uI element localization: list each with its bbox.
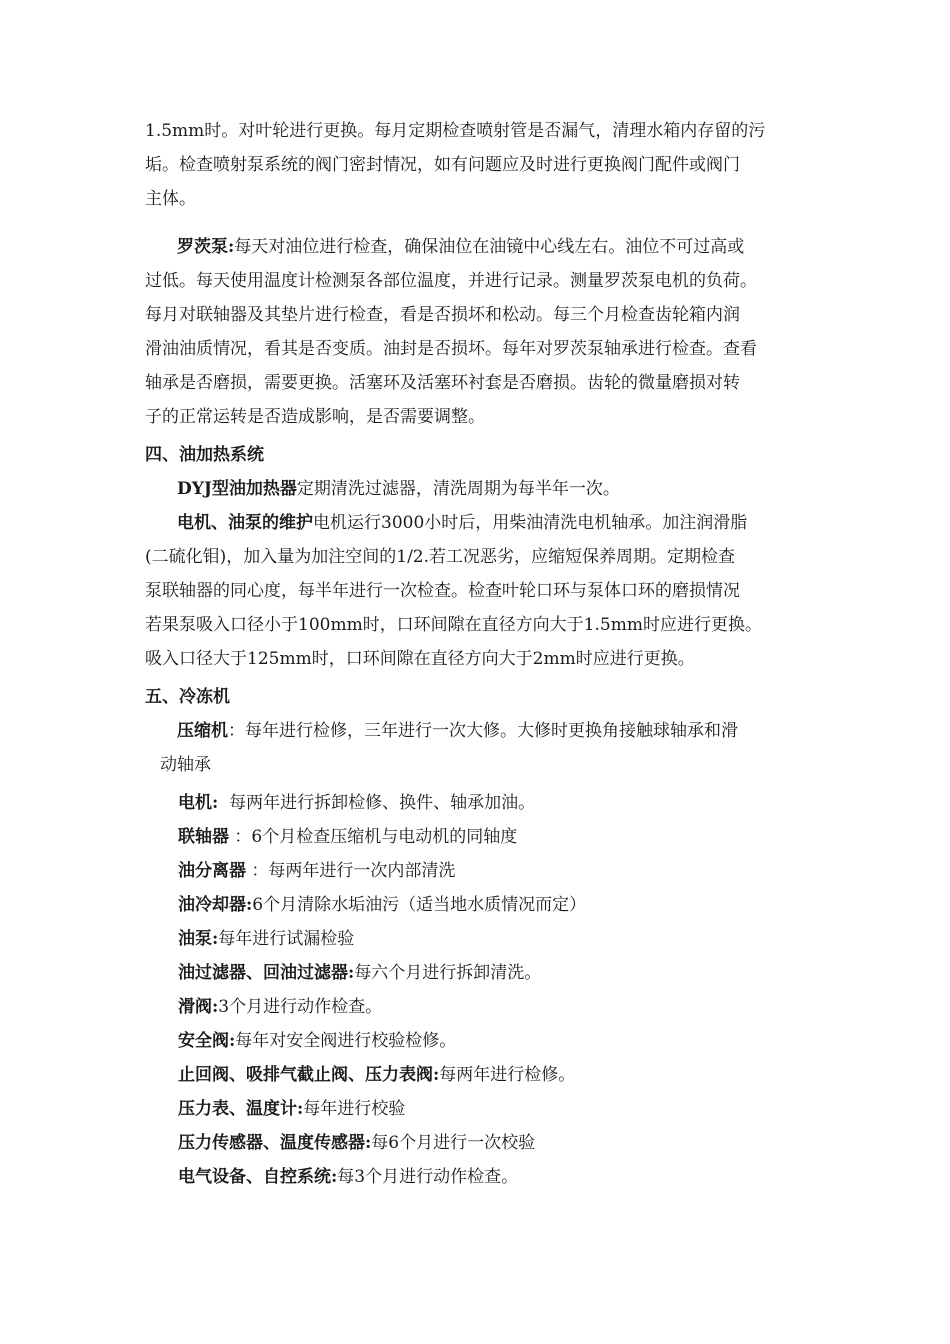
paragraph-line: 垢。检查喷射泵系统的阀门密封情况，如有问题应及时进行更换阀门配件或阀门	[145, 155, 740, 175]
paragraph-line: 子的正常运转是否造成影响，是否需要调整。	[145, 407, 485, 427]
motor-pump-label: 电机、油泵的维护	[177, 513, 313, 533]
section-heading-5: 五、冷冻机	[145, 687, 230, 707]
paragraph-line: 轴承是否磨损，需要更换。活塞环及活塞环衬套是否磨损。齿轮的微量磨损对转	[145, 373, 740, 393]
chiller-item: 安全阀:每年对安全阀进行校验检修。	[178, 1031, 457, 1051]
paragraph-line: 每月对联轴器及其垫片进行检查，看是否损坏和松动。每三个月检查齿轮箱内润	[145, 305, 740, 325]
paragraph-line: 泵联轴器的同心度，每半年进行一次检查。检查叶轮口环与泵体口环的磨损情况	[145, 581, 740, 601]
chiller-item: 油冷却器:6个月清除水垢油污（适当地水质情况而定）	[178, 895, 587, 915]
paragraph-line: 吸入口径大于125mm时，口环间隙在直径方向大于2mm时应进行更换。	[145, 649, 695, 669]
chiller-item: 油分离器 ：每两年进行一次内部清洗	[178, 861, 456, 881]
oil-heater-line: DYJ型油加热器定期清洗过滤器，清洗周期为每半年一次。	[177, 479, 620, 499]
section-heading-4: 四、油加热系统	[145, 445, 264, 465]
chiller-item: 电气设备、自控系统:每3个月进行动作检查。	[178, 1167, 519, 1187]
paragraph-line: (二硫化钼)，加入量为加注空间的1/2.若工况恶劣，应缩短保养周期。定期检查	[145, 547, 736, 567]
oil-heater-label: DYJ型油加热器	[177, 479, 297, 499]
chiller-item: 滑阀:3个月进行动作检查。	[178, 997, 383, 1017]
paragraph-line: 主体。	[145, 189, 196, 209]
motor-pump-line: 电机、油泵的维护电机运行3000小时后，用柴油清洗电机轴承。加注润滑脂	[177, 513, 748, 533]
paragraph-line: 滑油油质情况，看其是否变质。油封是否损坏。每年对罗茨泵轴承进行检查。查看	[145, 339, 757, 359]
chiller-item: 油过滤器、回油过滤器:每六个月进行拆卸清洗。	[178, 963, 542, 983]
compressor-line: 压缩机：每年进行检修，三年进行一次大修。大修时更换角接触球轴承和滑	[177, 721, 738, 741]
paragraph-line: 动轴承	[160, 755, 211, 775]
chiller-item: 压力表、温度计:每年进行校验	[178, 1099, 406, 1119]
compressor-label: 压缩机	[177, 721, 228, 741]
paragraph-line: 过低。每天使用温度计检测泵各部位温度，并进行记录。测量罗茨泵电机的负荷。	[145, 271, 757, 291]
chiller-item: 联轴器 ：6个月检查压缩机与电动机的同轴度	[178, 827, 518, 847]
roots-pump-label: 罗茨泵:	[177, 237, 235, 257]
roots-pump-line: 罗茨泵:每天对油位进行检查，确保油位在油镜中心线左右。油位不可过高或	[177, 237, 745, 257]
chiller-item: 油泵:每年进行试漏检验	[178, 929, 355, 949]
paragraph-line: 1.5mm时。对叶轮进行更换。每月定期检查喷射管是否漏气，清理水箱内存留的污	[145, 121, 766, 141]
chiller-item: 止回阀、吸排气截止阀、压力表阀:每两年进行检修。	[178, 1065, 576, 1085]
chiller-item: 压力传感器、温度传感器:每6个月进行一次校验	[178, 1133, 536, 1153]
paragraph-line: 若果泵吸入口径小于100mm时，口环间隙在直径方向大于1.5mm时应进行更换。	[145, 615, 762, 635]
chiller-item: 电机: 每两年进行拆卸检修、换件、轴承加油。	[178, 793, 536, 813]
